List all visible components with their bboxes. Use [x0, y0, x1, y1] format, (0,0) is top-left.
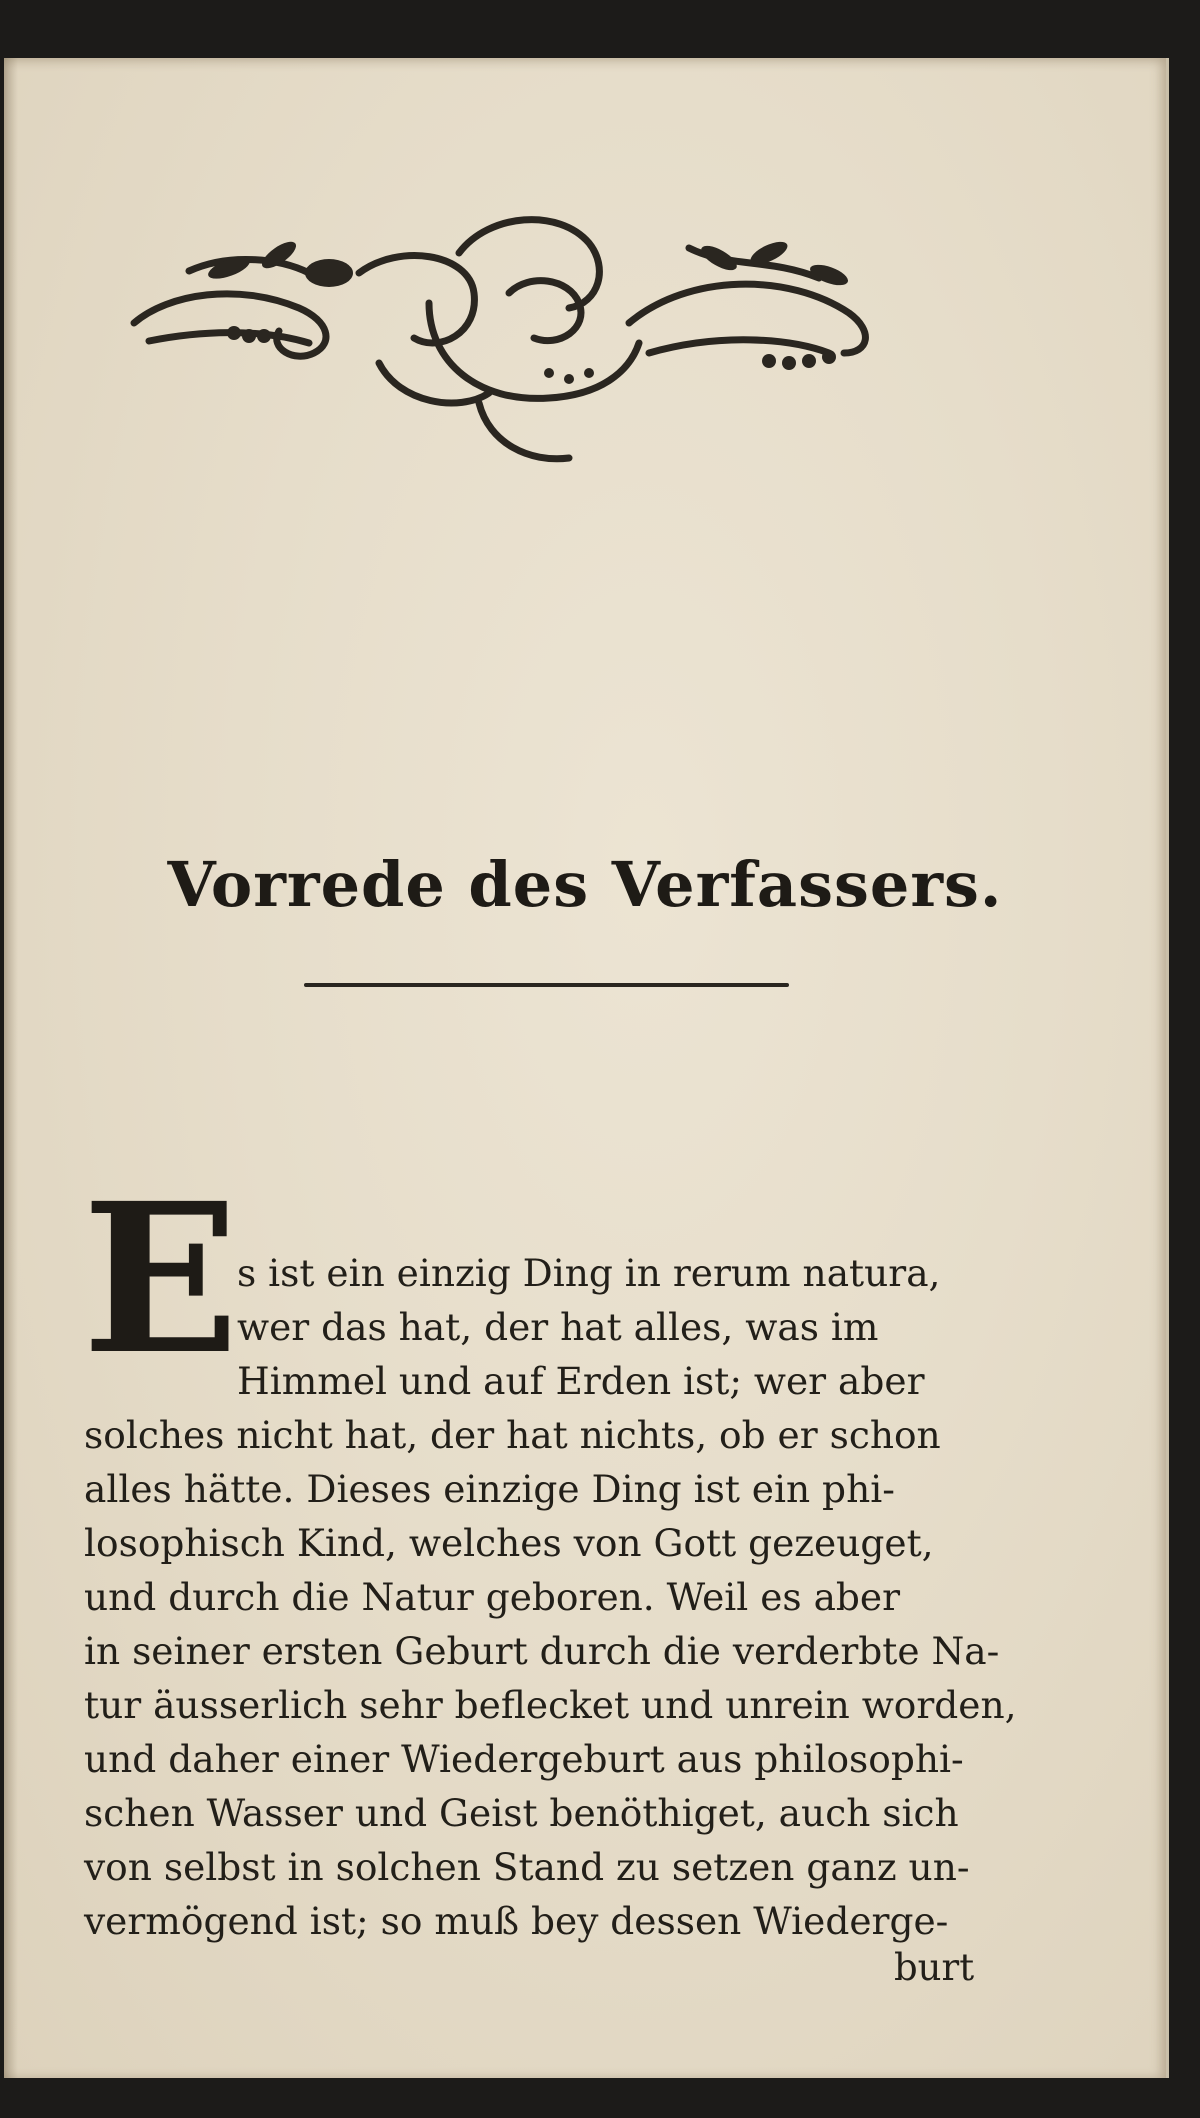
text-line: und durch die Natur geboren. Weil es aber — [84, 1575, 901, 1619]
text-line: tur äusserlich sehr beflecket und unrein worden, — [84, 1683, 1017, 1727]
title-divider — [304, 983, 789, 987]
drop-cap: E — [82, 1158, 240, 1400]
text-line: Himmel und auf Erden ist; wer aber — [237, 1359, 925, 1403]
text-line: in seiner ersten Geburt durch die verderbte Na- — [84, 1629, 1000, 1673]
text-line: s ist ein einzig Ding in rerum natura, — [237, 1251, 941, 1295]
text-line: schen Wasser und Geist benöthiget, auch sich — [84, 1791, 959, 1835]
text-line: alles hätte. Dieses einzige Ding ist ein phi- — [84, 1467, 895, 1511]
page-title: Vorrede des Verfassers. — [167, 848, 1003, 921]
catchword: burt — [894, 1946, 975, 1989]
text-line: und daher einer Wiedergeburt aus philosophi- — [84, 1737, 964, 1781]
text-line: losophisch Kind, welches von Gott gezeuget, — [84, 1521, 934, 1565]
text-line: von selbst in solchen Stand zu setzen ganz un- — [84, 1845, 970, 1889]
book-page — [4, 58, 1169, 2078]
text-line: vermögend ist; so muß bey dessen Wiederge- — [84, 1899, 949, 1943]
text-line: solches nicht hat, der hat nichts, ob er schon — [84, 1413, 941, 1457]
text-line: wer das hat, der hat alles, was im — [237, 1305, 879, 1349]
floral-ornament-headpiece — [129, 213, 954, 493]
